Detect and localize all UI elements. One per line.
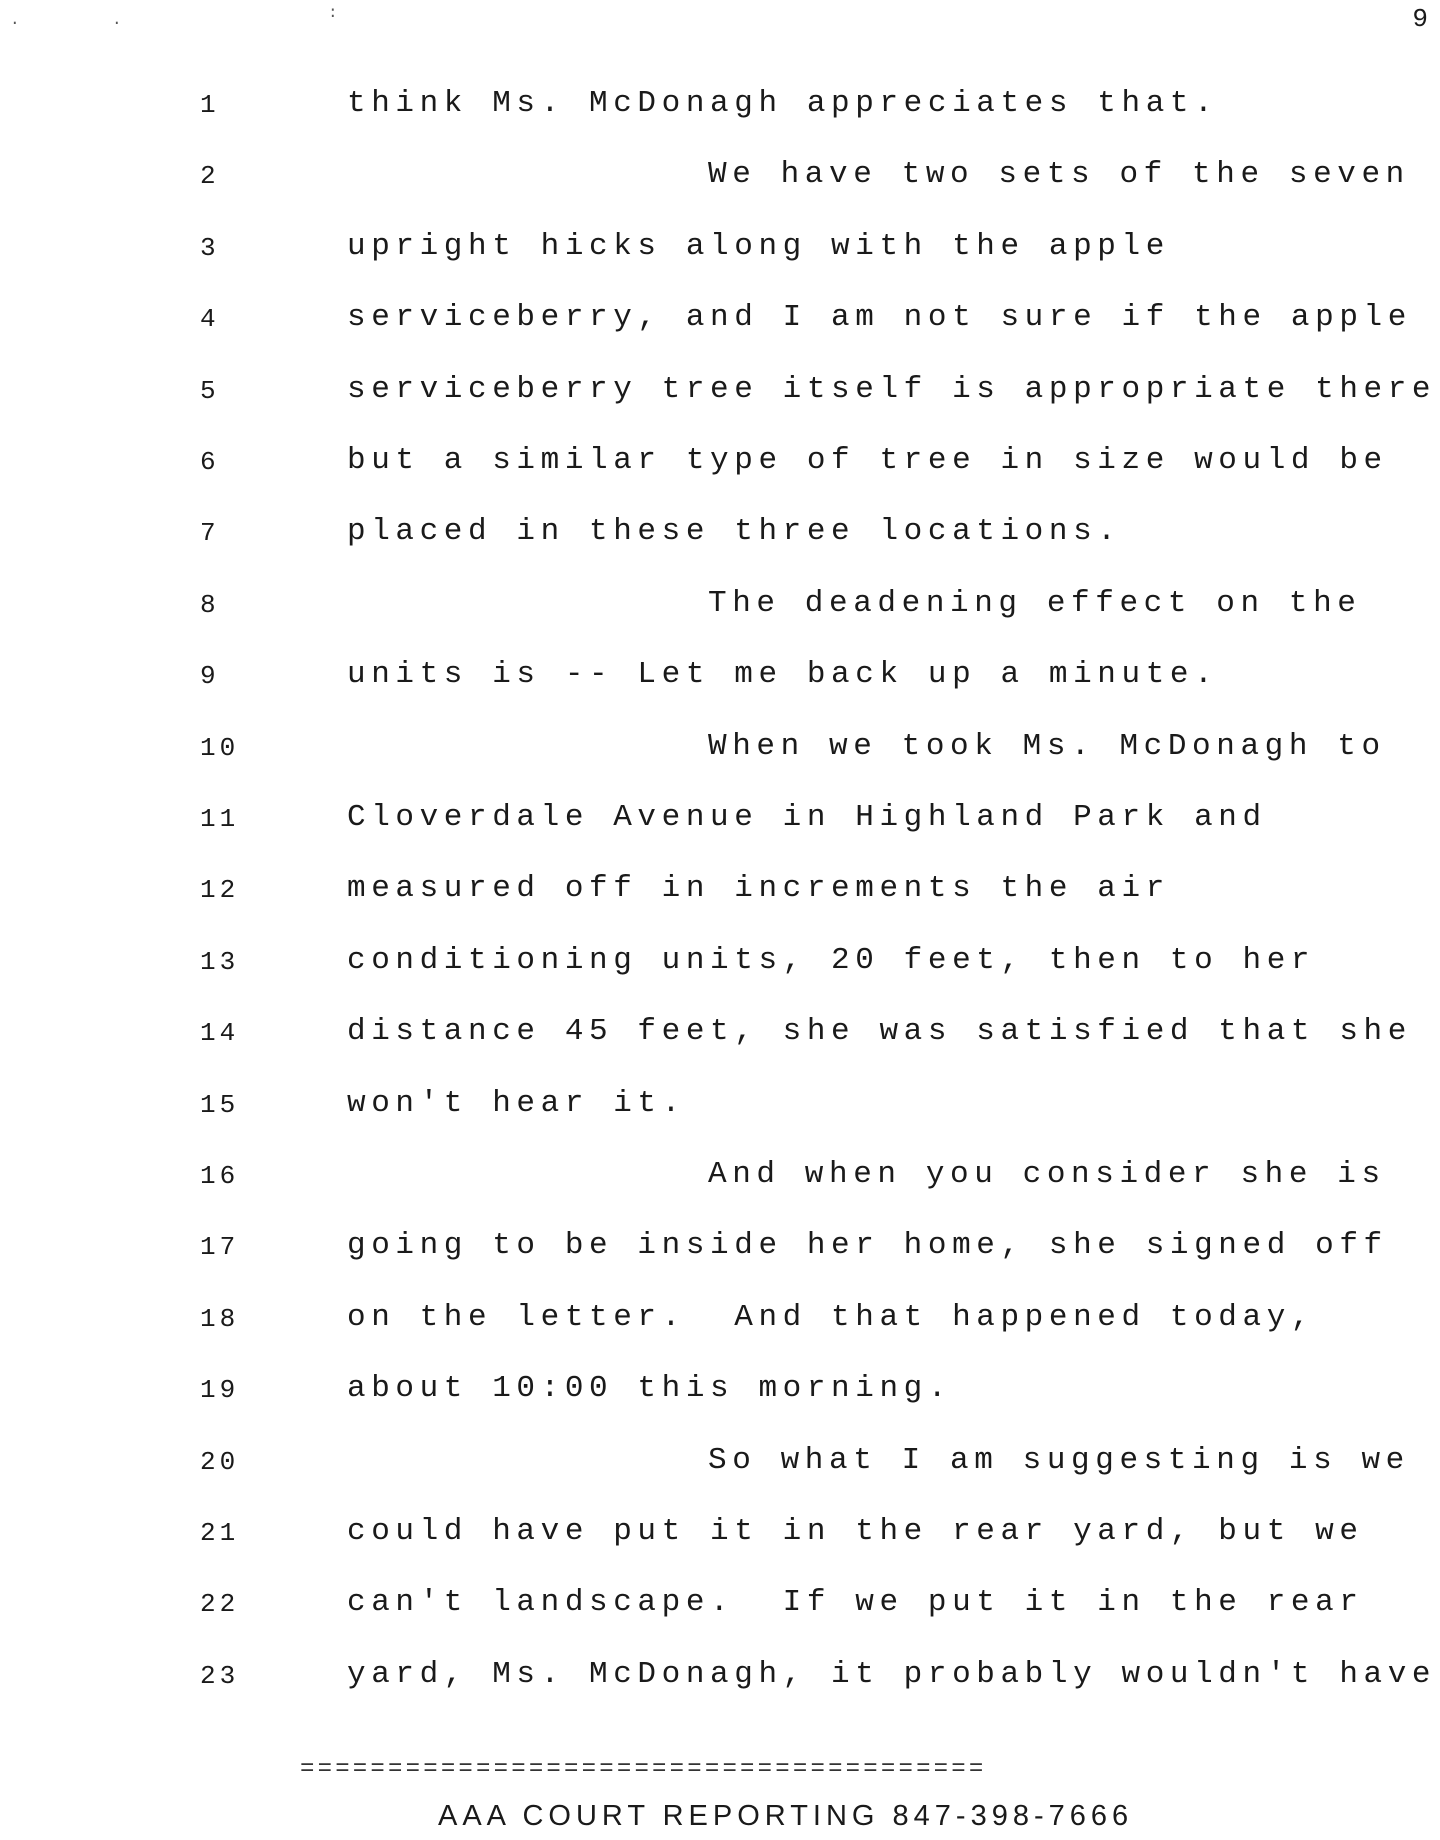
scan-speck-colon: : xyxy=(328,4,338,22)
transcript-line: on the letter. And that happened today, xyxy=(347,1299,1316,1335)
transcript-line: about 10:00 this morning. xyxy=(347,1371,953,1407)
line-number: 10 xyxy=(200,732,240,763)
transcript-line: yard, Ms. McDonagh, it probably wouldn't have xyxy=(347,1656,1437,1692)
page-number: 9 xyxy=(1412,4,1428,34)
transcript-line: can't landscape. If we put it in the rear xyxy=(347,1585,1364,1621)
line-number: 17 xyxy=(200,1232,240,1263)
transcript-line: And when you consider she is xyxy=(708,1157,1386,1192)
transcript-line: distance 45 feet, she was satisfied that she xyxy=(347,1014,1412,1050)
line-number: 16 xyxy=(200,1161,240,1191)
line-number: 22 xyxy=(200,1589,240,1620)
transcript-line: Cloverdale Avenue in Highland Park and xyxy=(347,800,1267,835)
line-number: 23 xyxy=(200,1660,240,1691)
scan-speck-dot: · xyxy=(10,14,20,32)
scan-speck-dot: · xyxy=(112,14,122,32)
transcript-line: When we took Ms. McDonagh to xyxy=(708,728,1386,764)
line-number: 4 xyxy=(200,304,220,335)
line-number: 11 xyxy=(200,804,240,834)
transcript-line: serviceberry, and I am not sure if the apple xyxy=(347,300,1412,336)
line-number: 13 xyxy=(200,946,240,977)
line-number: 15 xyxy=(200,1089,240,1120)
line-number: 12 xyxy=(200,875,240,906)
transcript-line: going to be inside her home, she signed off xyxy=(347,1228,1388,1264)
transcript-line: upright hicks along with the apple xyxy=(347,228,1170,264)
transcript-line: measured off in increments the air xyxy=(347,871,1170,907)
transcript-line: serviceberry tree itself is appropriate there xyxy=(347,371,1437,407)
transcript-line: but a similar type of tree in size would be xyxy=(347,443,1388,478)
transcript-line: think Ms. McDonagh appreciates that. xyxy=(347,86,1219,121)
transcript-line: placed in these three locations. xyxy=(347,514,1122,550)
transcript-line: So what I am suggesting is we xyxy=(708,1442,1410,1478)
transcript-line: units is -- Let me back up a minute. xyxy=(347,657,1219,693)
transcript-line: We have two sets of the seven xyxy=(708,157,1410,193)
footer-court-reporting: AAA COURT REPORTING 847-398-7666 xyxy=(438,1800,1134,1832)
line-number: 8 xyxy=(200,589,220,620)
line-number: 5 xyxy=(200,375,220,406)
transcript-line: conditioning units, 20 feet, then to her xyxy=(347,942,1316,978)
transcript-line: could have put it in the rear yard, but we xyxy=(347,1514,1364,1549)
transcript-line: The deadening effect on the xyxy=(708,585,1362,621)
line-number: 2 xyxy=(200,161,220,192)
footer-rule: ======================================= xyxy=(300,1756,987,1783)
line-number: 1 xyxy=(200,90,220,120)
line-number: 3 xyxy=(200,232,220,263)
line-number: 9 xyxy=(200,661,220,692)
line-number: 19 xyxy=(200,1375,240,1406)
line-number: 20 xyxy=(200,1446,240,1477)
line-number: 6 xyxy=(200,447,220,477)
line-number: 18 xyxy=(200,1303,240,1334)
line-number: 21 xyxy=(200,1518,240,1548)
line-number: 7 xyxy=(200,518,220,549)
transcript-line: won't hear it. xyxy=(347,1085,686,1121)
line-number: 14 xyxy=(200,1018,240,1049)
